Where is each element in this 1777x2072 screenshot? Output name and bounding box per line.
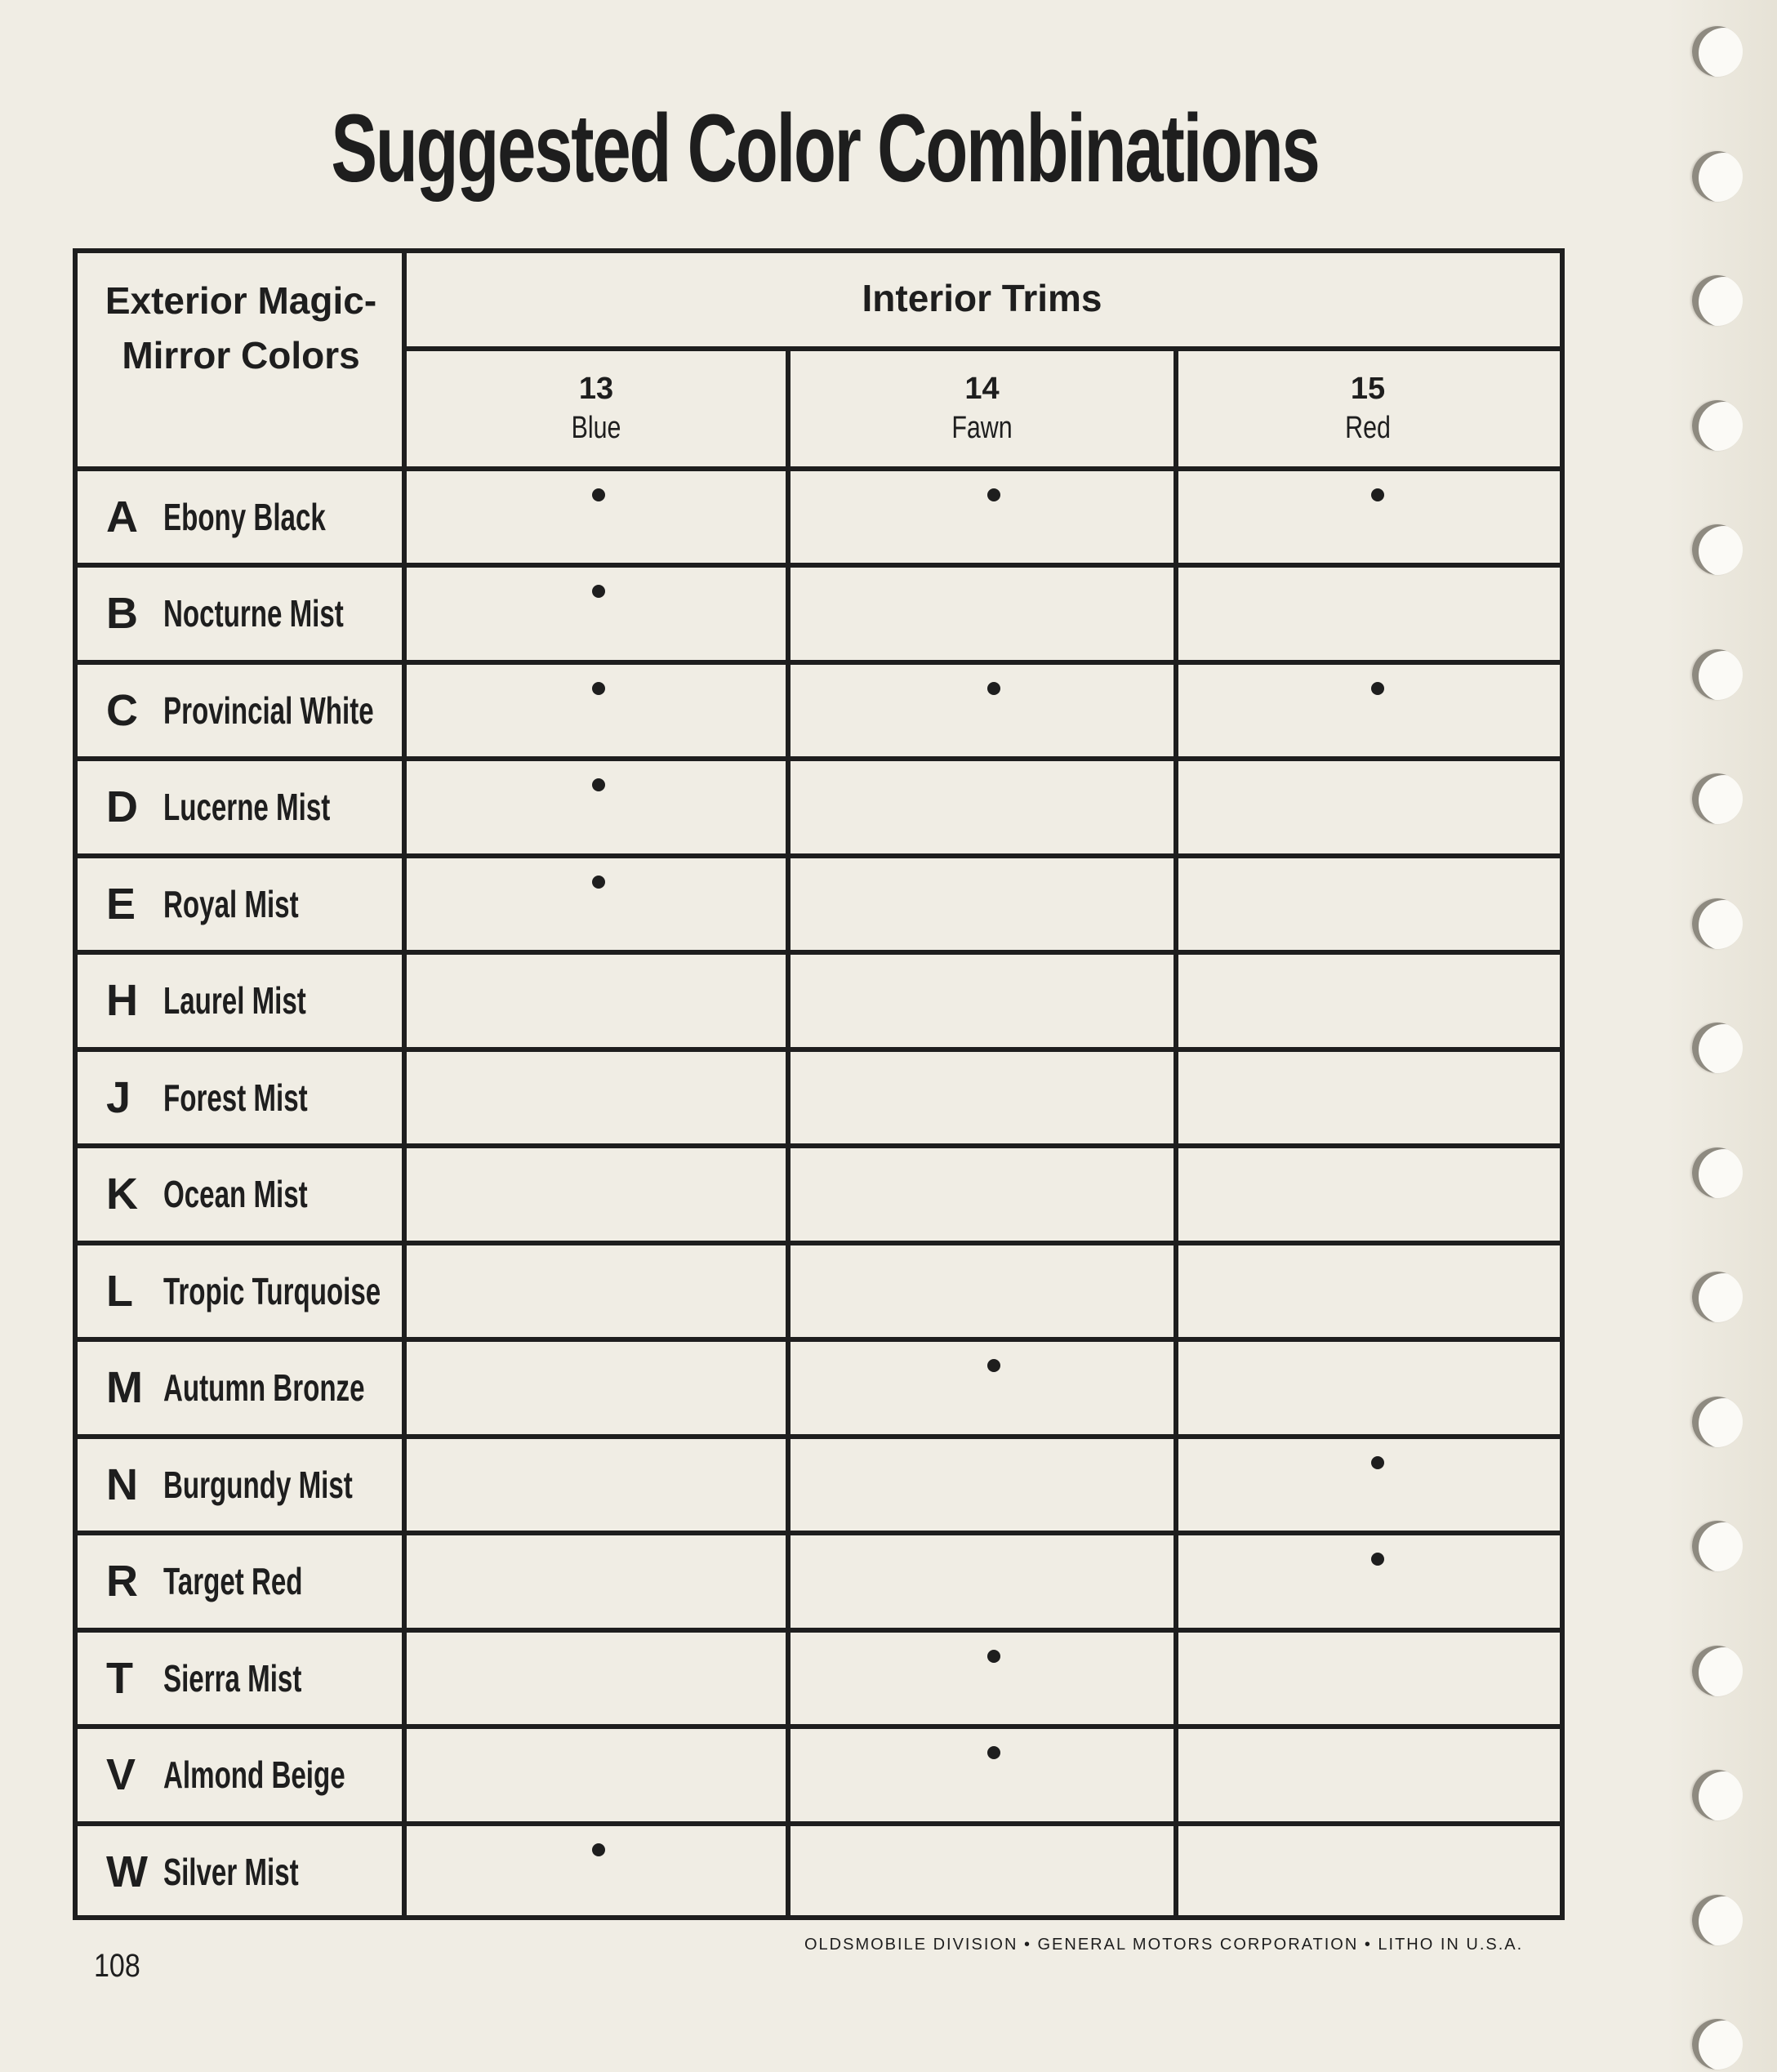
table-row bbox=[106, 759, 395, 855]
color-code: V bbox=[106, 1750, 136, 1799]
binder-hole-icon bbox=[1692, 773, 1743, 824]
color-name: Laurel Mist bbox=[163, 979, 306, 1022]
color-name: Burgundy Mist bbox=[163, 1464, 353, 1506]
table-row bbox=[106, 662, 456, 759]
binder-hole-icon bbox=[1692, 2019, 1743, 2070]
color-name: Ocean Mist bbox=[163, 1173, 308, 1215]
color-code: B bbox=[106, 589, 138, 638]
binder-hole-icon bbox=[1692, 898, 1743, 949]
interior-trims-header: Interior Trims bbox=[862, 277, 1102, 319]
table-row bbox=[106, 1339, 443, 1436]
exterior-colors-header: Exterior Magic-Mirror Colors bbox=[105, 279, 377, 377]
color-code: T bbox=[106, 1654, 133, 1703]
footer-credit: OLDSMOBILE DIVISION • GENERAL MOTORS CORPORATION • LITHO IN U.S.A. bbox=[804, 1936, 1524, 1954]
table-row bbox=[106, 1824, 351, 1920]
binder-hole-icon bbox=[1692, 1770, 1743, 1820]
trim-number: 15 bbox=[1350, 372, 1386, 406]
trim-name: Red bbox=[1345, 411, 1391, 445]
color-name: Almond Beige bbox=[163, 1753, 345, 1796]
combination-dot bbox=[592, 876, 605, 889]
column-divider bbox=[1174, 346, 1178, 1920]
table-row bbox=[106, 856, 351, 952]
trim-header-fawn bbox=[788, 369, 1176, 448]
combination-dot bbox=[987, 1746, 1000, 1759]
column-divider bbox=[402, 248, 407, 1920]
color-name: Provincial White bbox=[163, 689, 374, 732]
binder-hole-icon bbox=[1692, 649, 1743, 700]
color-name: Target Red bbox=[163, 1560, 303, 1602]
combination-dot bbox=[1371, 488, 1384, 501]
color-code: E bbox=[106, 880, 136, 929]
binder-hole-icon bbox=[1692, 275, 1743, 326]
color-code: M bbox=[106, 1363, 143, 1412]
combination-dot bbox=[592, 778, 605, 791]
table-row bbox=[106, 565, 414, 662]
binder-hole-icon bbox=[1692, 524, 1743, 575]
color-code: H bbox=[106, 976, 138, 1025]
page-title: Suggested Color Combinations bbox=[331, 95, 1319, 203]
color-name: Nocturne Mist bbox=[163, 592, 344, 635]
binder-hole-icon bbox=[1692, 400, 1743, 451]
binder-hole-icon bbox=[1692, 1023, 1743, 1073]
combination-dot bbox=[592, 682, 605, 695]
color-code: D bbox=[106, 782, 138, 831]
color-code: L bbox=[106, 1267, 133, 1316]
combination-dot bbox=[592, 488, 605, 501]
combination-dot bbox=[987, 682, 1000, 695]
table-row bbox=[106, 952, 362, 1049]
binder-hole-icon bbox=[1692, 1521, 1743, 1571]
color-code: K bbox=[106, 1170, 138, 1219]
trim-number: 14 bbox=[964, 372, 1000, 406]
color-code: A bbox=[106, 492, 138, 541]
combination-dot bbox=[987, 1359, 1000, 1372]
trim-header-red bbox=[1176, 369, 1560, 448]
page-number: 108 bbox=[94, 1948, 140, 1984]
table-row bbox=[106, 1049, 363, 1146]
table-row bbox=[106, 469, 389, 565]
trim-name: Blue bbox=[571, 411, 621, 445]
binder-hole-icon bbox=[1692, 1397, 1743, 1447]
color-code: C bbox=[106, 686, 138, 735]
combination-dot bbox=[987, 488, 1000, 501]
color-name: Tropic Turquoise bbox=[163, 1270, 381, 1312]
combination-dot bbox=[1371, 682, 1384, 695]
binder-hole-icon bbox=[1692, 151, 1743, 202]
color-code: N bbox=[106, 1460, 138, 1509]
combination-dot bbox=[1371, 1456, 1384, 1469]
binder-hole-icon bbox=[1692, 1895, 1743, 1945]
header-divider bbox=[402, 346, 1565, 351]
color-name: Silver Mist bbox=[163, 1851, 299, 1893]
binder-hole-icon bbox=[1692, 26, 1743, 77]
table-row bbox=[106, 1533, 357, 1629]
trim-number: 13 bbox=[578, 372, 614, 406]
combination-dot bbox=[592, 585, 605, 598]
color-name: Ebony Black bbox=[163, 496, 326, 538]
combination-dot bbox=[987, 1650, 1000, 1663]
color-code: R bbox=[106, 1557, 138, 1606]
combination-dot bbox=[592, 1843, 605, 1856]
binder-hole-icon bbox=[1692, 1646, 1743, 1696]
table-row bbox=[106, 1437, 426, 1533]
table-row bbox=[106, 1243, 465, 1339]
trim-header-blue bbox=[404, 369, 788, 448]
color-name: Sierra Mist bbox=[163, 1657, 302, 1700]
color-code: J bbox=[106, 1073, 131, 1122]
color-name: Lucerne Mist bbox=[163, 786, 331, 828]
table-row bbox=[106, 1146, 363, 1242]
binder-hole-icon bbox=[1692, 1272, 1743, 1322]
color-name: Autumn Bronze bbox=[163, 1366, 365, 1409]
color-name: Royal Mist bbox=[163, 883, 299, 925]
combination-dot bbox=[1371, 1553, 1384, 1566]
column-divider bbox=[786, 346, 791, 1920]
trim-name: Fawn bbox=[951, 411, 1013, 445]
color-code: W bbox=[106, 1847, 148, 1896]
table-row bbox=[106, 1727, 416, 1823]
table-row bbox=[106, 1630, 355, 1727]
color-name: Forest Mist bbox=[163, 1076, 308, 1119]
binder-hole-icon bbox=[1692, 1147, 1743, 1198]
